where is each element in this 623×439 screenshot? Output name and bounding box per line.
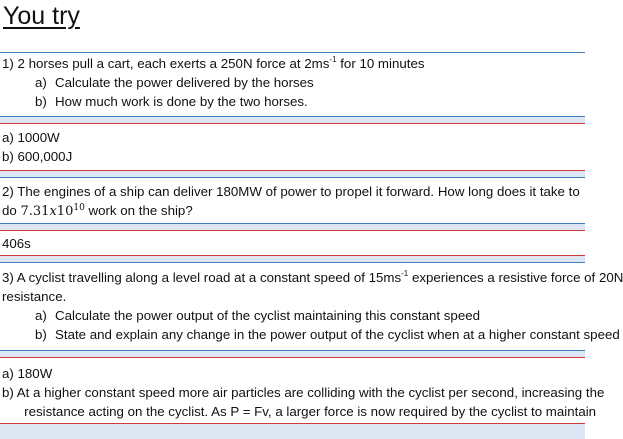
part-text: Calculate the power delivered by the horses bbox=[55, 75, 314, 90]
question-1-text: 1) 2 horses pull a cart, each exerts a 250N force at 2ms bbox=[2, 56, 330, 71]
question-3-line-2: resistance. bbox=[2, 289, 67, 304]
divider bbox=[0, 424, 585, 439]
math-exponent: 10 bbox=[73, 203, 85, 213]
part-label: a) bbox=[35, 75, 47, 90]
question-1-part-a bbox=[0, 73, 585, 92]
part-text: Calculate the power output of the cyclist maintaining this constant speed bbox=[55, 308, 481, 323]
scientific-notation bbox=[21, 204, 85, 219]
question-2-text: do bbox=[2, 203, 21, 218]
question-2-line-2 bbox=[0, 201, 585, 223]
question-1-part-b bbox=[0, 92, 585, 111]
unit-exponent: -1 bbox=[401, 268, 409, 278]
page-title: You try bbox=[3, 2, 80, 30]
question-3-text: 3) A cyclist travelling along a level road at a constant speed of 15ms bbox=[2, 270, 402, 285]
math-base: 10 bbox=[56, 204, 74, 219]
question-1 bbox=[0, 52, 585, 117]
question-3 bbox=[0, 262, 623, 351]
answer-3-part-b-continued: resistance acting on the cyclist. As P = Fv, a larger force is now required by the cyclist to maintain bbox=[2, 404, 597, 419]
question-1-stem bbox=[0, 54, 585, 73]
answer-2-value: 406s bbox=[2, 236, 31, 251]
question-2-text-tail: work on the ship? bbox=[84, 203, 193, 218]
question-3-part-a bbox=[0, 306, 585, 325]
answer-3-part-b: b) At a higher constant speed more air particles are colliding with the cyclist per second, increasing the bbox=[2, 385, 605, 400]
question-3-text-tail: experiences a resistive force of 20N bbox=[408, 270, 623, 285]
question-1-text-tail: for 10 minutes bbox=[336, 56, 425, 71]
unit-exponent: -1 bbox=[329, 54, 337, 64]
answer-1 bbox=[0, 123, 585, 171]
answer-1-part-b: b) 600,000J bbox=[2, 149, 73, 164]
answer-3-part-a: a) 180W bbox=[2, 366, 53, 381]
question-2 bbox=[0, 177, 585, 224]
part-label: a) bbox=[35, 308, 47, 323]
answer-1-part-a: a) 1000W bbox=[2, 130, 60, 145]
question-3-part-b bbox=[0, 325, 620, 344]
part-text: State and explain any change in the power output of the cyclist when at a higher constant speed bbox=[55, 327, 620, 342]
question-3-line-1 bbox=[0, 268, 623, 287]
math-mantissa: 7.31 bbox=[20, 204, 50, 219]
answer-2 bbox=[0, 230, 585, 256]
part-label: b) bbox=[35, 327, 47, 342]
question-2-line-1: 2) The engines of a ship can deliver 180MW of power to propel it forward. How long does it take to bbox=[2, 184, 580, 199]
part-text: How much work is done by the two horses. bbox=[55, 94, 308, 109]
part-label: b) bbox=[35, 94, 47, 109]
answer-3 bbox=[0, 357, 605, 424]
math-times: x bbox=[49, 204, 57, 219]
